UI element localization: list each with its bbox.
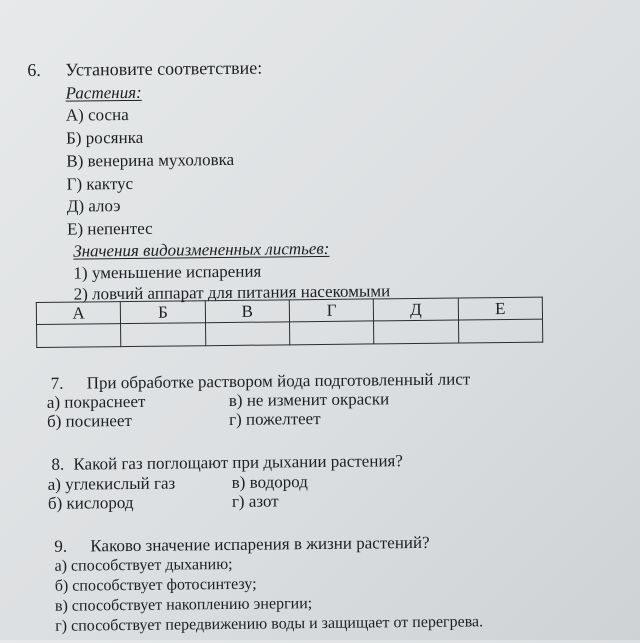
answer-cell[interactable] (458, 319, 543, 343)
q8-title: Какой газ поглощают при дыхании растения? (73, 451, 403, 474)
q6-number: 6. (27, 59, 41, 81)
q8-option: а) углекислый газ (47, 473, 176, 494)
answer-cell[interactable] (374, 320, 459, 344)
q8-option: в) водород (231, 472, 308, 492)
q6-plant-item: В) венерина мухоловка (66, 149, 235, 171)
q9-option: в) способствует накоплению энергии; (54, 595, 313, 615)
answer-cell[interactable] (290, 321, 375, 345)
q6-plant-item: Д) алоэ (66, 196, 121, 216)
q9-title: Каково значение испарения в жизни растений? (90, 532, 430, 556)
q8-option: г) азот (231, 491, 279, 511)
q9-number: 9. (54, 536, 68, 556)
answer-cell[interactable] (37, 324, 122, 348)
answer-table-header: Е (458, 297, 543, 320)
answer-table-header: В (205, 300, 290, 323)
q8-number: 8. (51, 454, 65, 474)
answer-table-answer-row (37, 319, 543, 347)
q6-plants-heading: Растения: (65, 82, 142, 103)
q9-option: а) способствует дыханию; (54, 555, 233, 575)
q7-title: При обработке раствором йода подготовленный лист (86, 369, 471, 393)
q6-plant-item: Е) непентес (66, 218, 153, 239)
q6-meaning-item: 1) уменьшение испарения (73, 261, 262, 283)
answer-cell[interactable] (205, 322, 290, 346)
q7-option: б) посинеет (46, 410, 132, 431)
q6-title: Установите соответствие: (65, 57, 263, 80)
q6-meanings-heading: Значения видоизмененных листьев: (73, 238, 330, 261)
q6-meaning-item: 2) ловчий аппарат для питания насекомыми (73, 281, 391, 304)
q6-plant-item: Б) росянка (65, 127, 144, 148)
answer-table-header: Д (374, 298, 459, 321)
q9-option: г) способствует передвижению воды и защищает от перегрева. (55, 613, 484, 635)
q8-option: б) кислород (47, 492, 134, 513)
q7-option: г) пожелтеет (228, 408, 321, 429)
q7-option: в) не изменит окраски (228, 389, 390, 410)
answer-table-header: Б (121, 301, 206, 324)
answer-table (36, 297, 543, 348)
q6-plant-item: А) сосна (65, 104, 129, 125)
q7-number: 7. (50, 373, 64, 393)
q9-option: б) способствует фотосинтезу; (54, 575, 257, 595)
answer-table-header: А (36, 302, 121, 325)
q7-option: а) покраснеет (46, 391, 146, 412)
q6-plant-item: Г) кактус (66, 173, 134, 194)
answer-cell[interactable] (121, 323, 206, 347)
answer-table-header: Г (289, 299, 374, 322)
